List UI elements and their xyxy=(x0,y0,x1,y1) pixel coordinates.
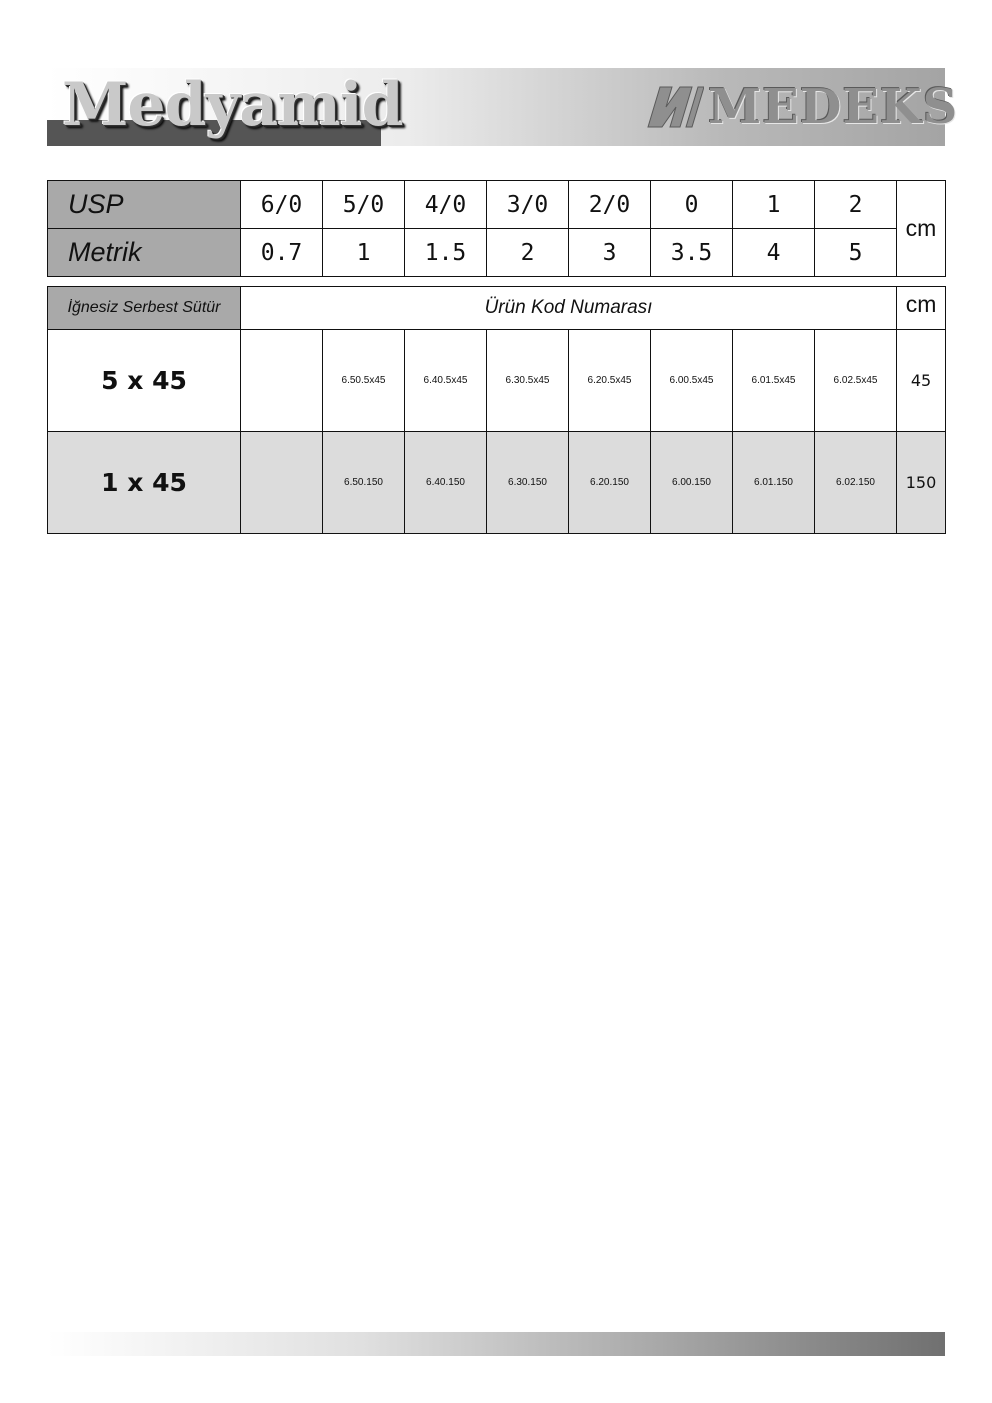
product-type-label: İğnesiz Serbest Sütür xyxy=(48,287,241,330)
code-cell: 6.00.5x45 xyxy=(651,330,733,432)
metric-value: 1.5 xyxy=(405,229,487,277)
metric-value: 5 xyxy=(815,229,897,277)
code-cell: 6.30.150 xyxy=(487,432,569,534)
code-cell: 6.01.5x45 xyxy=(733,330,815,432)
usp-value: 1 xyxy=(733,181,815,229)
table-row xyxy=(48,330,946,432)
code-cell: 6.40.150 xyxy=(405,432,487,534)
code-cell: 6.01.150 xyxy=(733,432,815,534)
metric-row xyxy=(48,229,946,277)
code-header-row xyxy=(48,287,946,330)
length-cell: 150 xyxy=(897,432,946,534)
metric-value: 4 xyxy=(733,229,815,277)
usp-value: 3/0 xyxy=(487,181,569,229)
metric-value: 2 xyxy=(487,229,569,277)
usp-row xyxy=(48,181,946,229)
usp-value: 6/0 xyxy=(241,181,323,229)
metric-value: 0.7 xyxy=(241,229,323,277)
code-cell: 6.20.150 xyxy=(569,432,651,534)
metric-value: 1 xyxy=(323,229,405,277)
usp-label: USP xyxy=(48,181,241,229)
size-label: 5 x 45 xyxy=(48,330,241,432)
code-cell: 6.00.150 xyxy=(651,432,733,534)
table-row xyxy=(48,432,946,534)
size-label: 1 x 45 xyxy=(48,432,241,534)
code-cell: 6.20.5x45 xyxy=(569,330,651,432)
usp-value: 0 xyxy=(651,181,733,229)
code-cell: 6.02.150 xyxy=(815,432,897,534)
usp-value: 2 xyxy=(815,181,897,229)
medeks-brand-text: MEDEKS xyxy=(708,79,959,135)
metric-label: Metrik xyxy=(48,229,241,277)
usp-value: 4/0 xyxy=(405,181,487,229)
medeks-mark-icon xyxy=(646,85,704,129)
code-cell: 6.50.5x45 xyxy=(323,330,405,432)
code-cell xyxy=(241,432,323,534)
usp-value: 2/0 xyxy=(569,181,651,229)
code-cell: 6.30.5x45 xyxy=(487,330,569,432)
product-title: Medyamid xyxy=(62,70,403,140)
length-unit-label: cm xyxy=(897,287,946,330)
medeks-logo xyxy=(646,79,959,135)
product-code-table xyxy=(47,286,946,534)
code-cell: 6.02.5x45 xyxy=(815,330,897,432)
codes-header: Ürün Kod Numarası xyxy=(241,287,897,330)
code-cell: 6.50.150 xyxy=(323,432,405,534)
size-spec-table xyxy=(47,180,946,277)
unit-label: cm xyxy=(897,181,946,277)
code-cell: 6.40.5x45 xyxy=(405,330,487,432)
usp-value: 5/0 xyxy=(323,181,405,229)
metric-value: 3.5 xyxy=(651,229,733,277)
code-cell xyxy=(241,330,323,432)
metric-value: 3 xyxy=(569,229,651,277)
footer-bar xyxy=(47,1332,945,1356)
length-cell: 45 xyxy=(897,330,946,432)
